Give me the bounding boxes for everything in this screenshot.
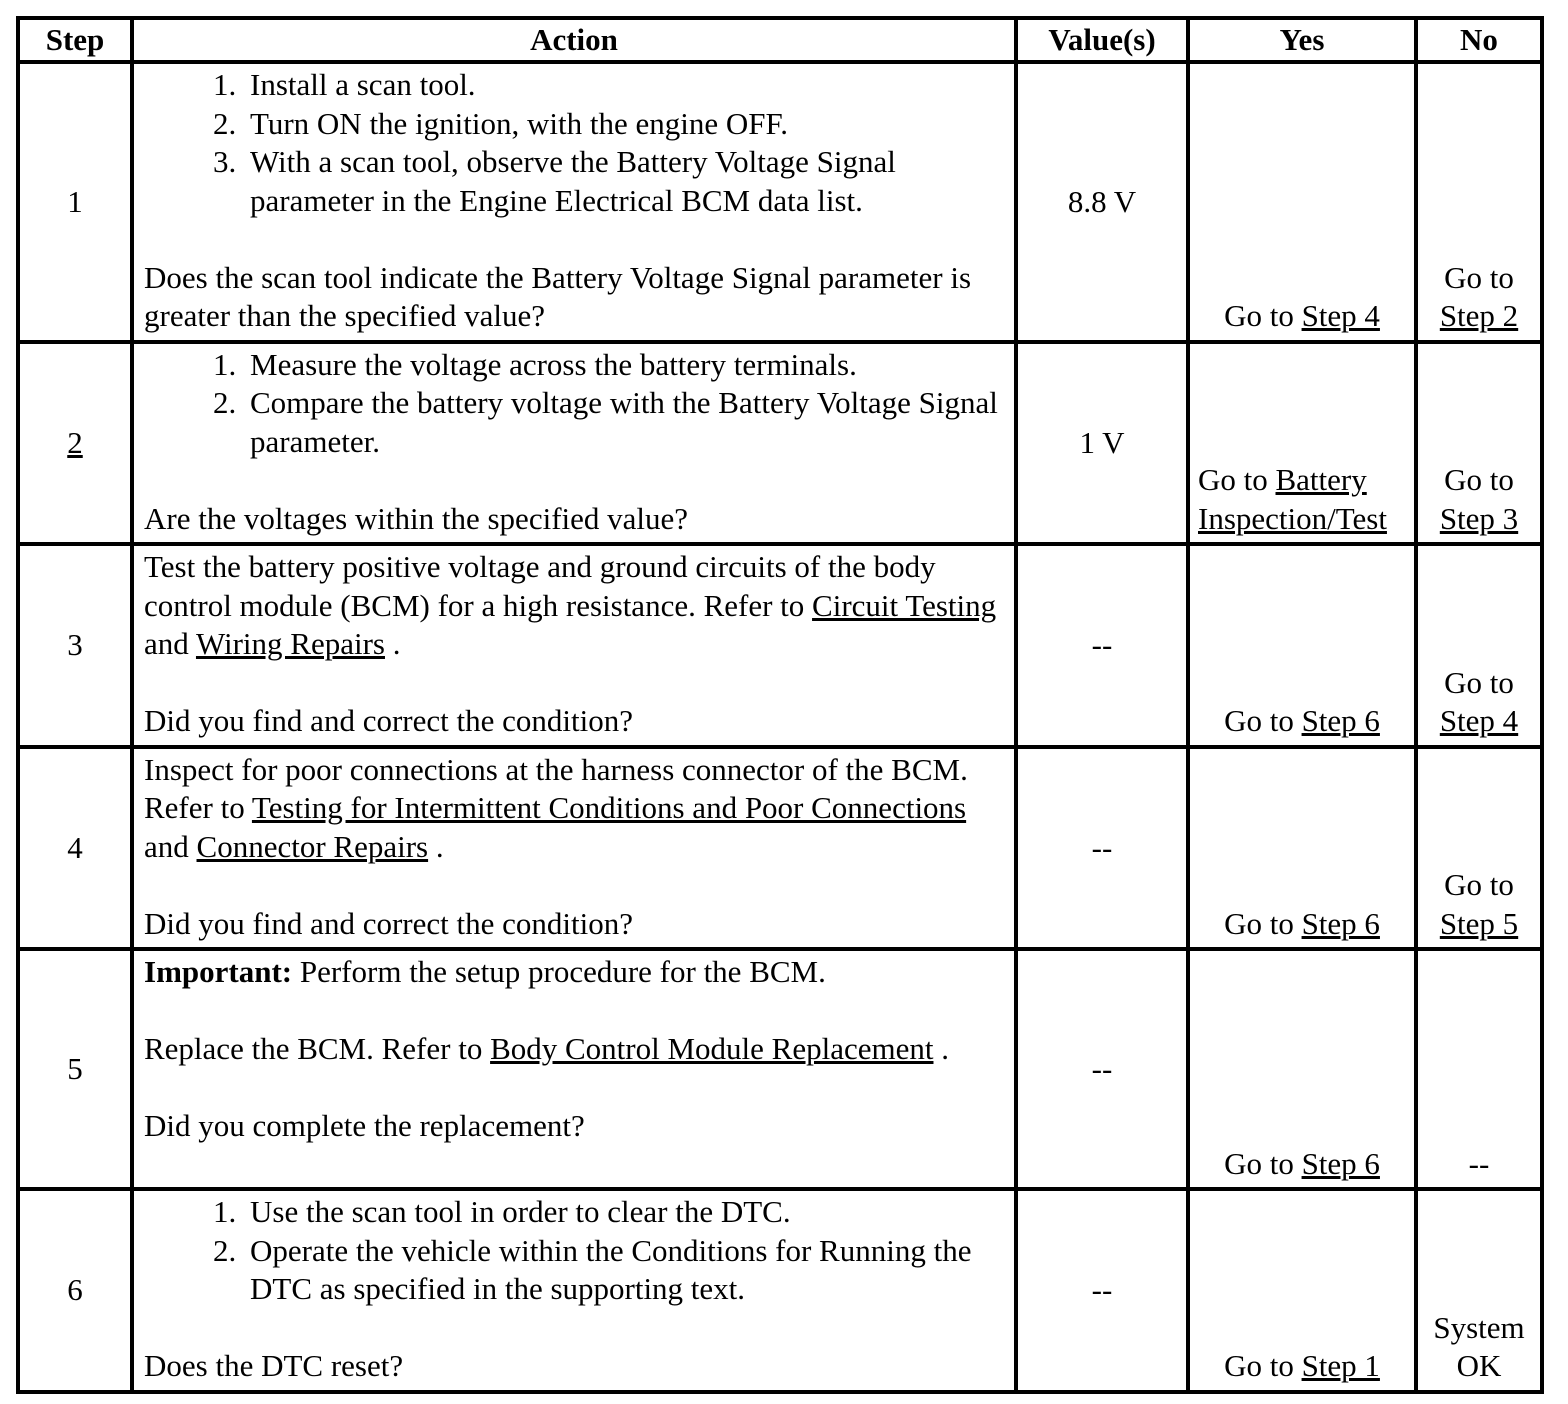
action-cell [132,62,1016,342]
yes-link-inspection-test[interactable]: Inspection/Test [1198,500,1387,536]
header-values: Value(s) [1016,18,1188,62]
no-link-step-3[interactable]: Step 3 [1439,500,1519,536]
list-item: 1. Use the scan tool in order to clear the DTC. [244,1193,1004,1232]
value-cell: -- [1016,1189,1188,1392]
table-row [18,747,1542,950]
yes-cell [1188,342,1416,545]
step-number: 5 [18,949,132,1189]
action-text: Inspect for poor connections at the harness connector of the BCM. Refer to Testing for Intermittent Conditions and Poor Connections and Connector Repairs . [144,751,968,864]
header-no: No [1416,18,1542,62]
important-note: Important: Perform the setup procedure for the BCM. [144,954,826,989]
no-link-step-2[interactable]: Step 2 [1439,298,1519,333]
step-number [18,342,132,545]
no-link-step-5[interactable]: Step 5 [1439,905,1519,941]
no-prefix: Go to [1444,664,1514,700]
no-prefix: Go to [1444,867,1514,902]
yes-link-step-6[interactable]: Step 6 [1301,905,1380,941]
value-cell: -- [1016,747,1188,950]
action-list [144,66,1004,220]
list-item: 1. Measure the voltage across the battery terminals. [244,346,1004,385]
question-text: Did you complete the replacement? [144,1108,585,1143]
link-wiring-repairs[interactable]: Wiring Repairs [195,626,385,661]
table-row [18,342,1542,545]
yes-prefix: Go to [1224,1145,1294,1181]
yes-prefix: Go to [1224,1348,1294,1383]
value-cell: 8.8 V [1016,62,1188,342]
yes-prefix: Go to [1224,703,1294,738]
no-cell [1416,1189,1542,1392]
header-yes: Yes [1188,18,1416,62]
yes-cell [1188,747,1416,950]
step-number-link[interactable]: 2 [67,424,83,460]
header-action: Action [132,18,1016,62]
action-cell [132,342,1016,545]
yes-link-step-1[interactable]: Step 1 [1301,1348,1380,1383]
no-prefix: Go to [1444,462,1514,497]
step-number: 1 [18,62,132,342]
no-system: System [1433,1309,1525,1345]
yes-link-step-4[interactable]: Step 4 [1301,298,1380,333]
yes-cell [1188,62,1416,342]
no-ok: OK [1456,1348,1502,1383]
action-cell [132,949,1016,1189]
question-text: Did you find and correct the condition? [144,905,633,941]
yes-prefix: Go to [1198,462,1268,497]
yes-link-step-6[interactable]: Step 6 [1301,703,1380,738]
yes-cell [1188,1189,1416,1392]
no-prefix: Go to [1444,259,1514,295]
list-item: 2. Turn ON the ignition, with the engine OFF. [244,105,1004,144]
step-number: 6 [18,1189,132,1392]
action-text: Replace the BCM. Refer to Body Control Module Replacement . [144,1031,949,1066]
list-item: 2. Compare the battery voltage with the Battery Voltage Signal parameter. [244,384,1004,461]
yes-link-battery[interactable]: Battery [1275,462,1367,497]
no-link-step-4[interactable]: Step 4 [1439,703,1519,738]
link-circuit-testing[interactable]: Circuit Testing [812,587,997,623]
action-list [144,346,1004,462]
no-cell [1416,544,1542,747]
value-cell: 1 V [1016,342,1188,545]
step-number: 4 [18,747,132,950]
table-row [18,62,1542,342]
action-text: Test the battery positive voltage and ground circuits of the body control module (BCM) for a high resistance. Refer to Circuit Testing and Wiring Repairs . [144,549,997,661]
table-row [18,949,1542,1189]
yes-link-step-6[interactable]: Step 6 [1301,1145,1380,1181]
value-cell: -- [1016,544,1188,747]
yes-prefix: Go to [1224,298,1294,333]
action-cell [132,1189,1016,1392]
table-row [18,544,1542,747]
list-item: 1. Install a scan tool. [244,66,1004,105]
question-text: Did you find and correct the condition? [144,703,633,738]
list-item: 2. Operate the vehicle within the Conditions for Running the DTC as specified in the supporting text. [244,1232,1004,1309]
link-testing-intermittent-conditions[interactable]: Testing for Intermittent Conditions and Poor Connections [251,790,967,825]
no-cell [1416,747,1542,950]
link-bcm-replacement[interactable]: Body Control Module Replacement [490,1031,934,1066]
question-text: Are the voltages within the specified value? [144,500,689,536]
yes-prefix: Go to [1224,905,1294,941]
diagnostic-table [16,16,1544,1394]
action-cell [132,544,1016,747]
yes-cell [1188,544,1416,747]
no-cell [1416,342,1542,545]
header-step: Step [18,18,132,62]
no-cell: -- [1416,949,1542,1189]
value-cell: -- [1016,949,1188,1189]
question-text: Does the DTC reset? [144,1348,404,1383]
no-cell [1416,62,1542,342]
table-row [18,1189,1542,1392]
action-list [144,1193,1004,1309]
important-label: Important: [144,954,293,989]
action-cell [132,747,1016,950]
yes-cell [1188,949,1416,1189]
question-text: Does the scan tool indicate the Battery Voltage Signal parameter is greater than the specified value? [144,259,972,333]
link-connector-repairs[interactable]: Connector Repairs [196,828,429,864]
step-number: 3 [18,544,132,747]
header-row [18,18,1542,62]
list-item: 3. With a scan tool, observe the Battery Voltage Signal parameter in the Engine Electrical BCM data list. [244,143,1004,220]
